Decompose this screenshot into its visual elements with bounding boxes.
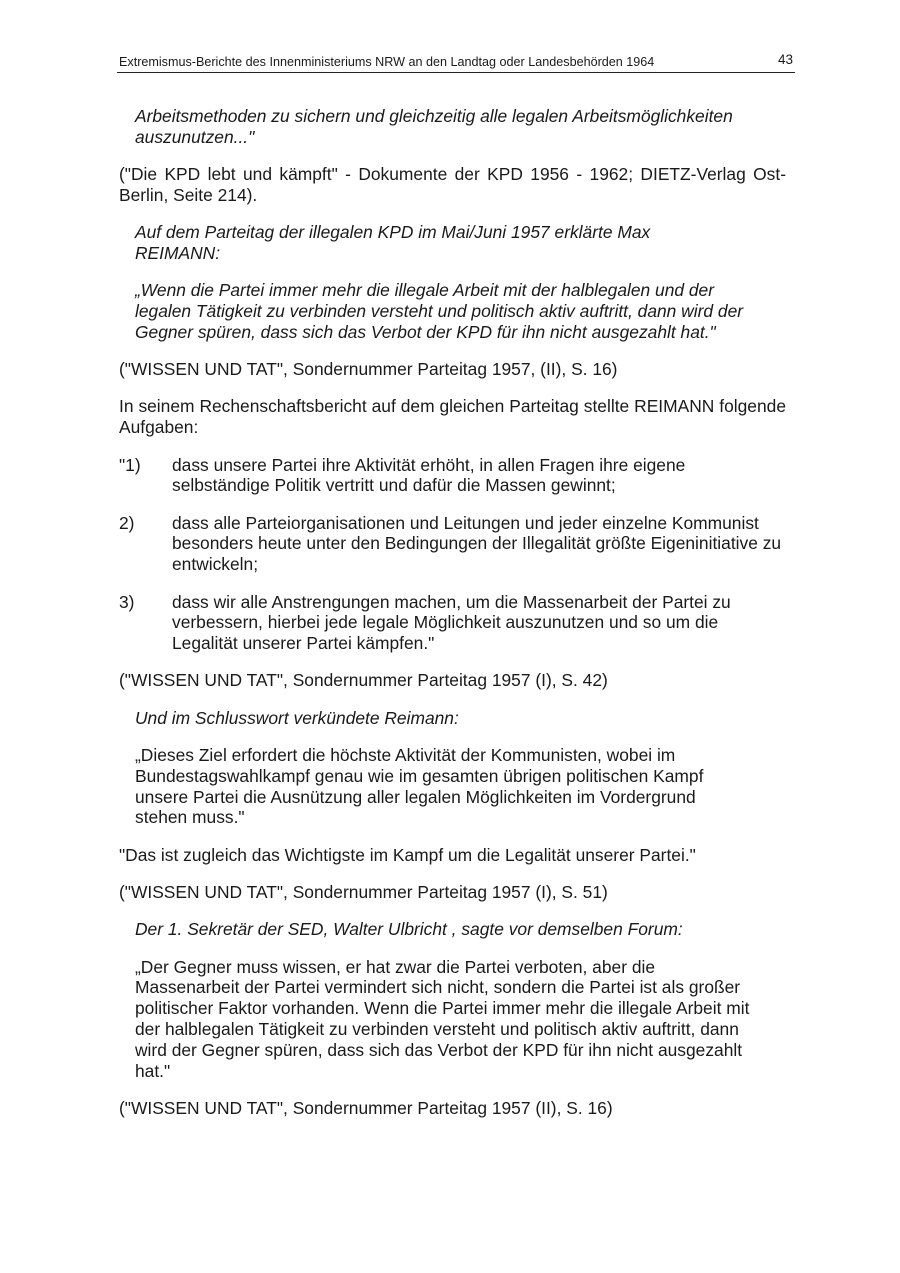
list-number: 3) bbox=[119, 591, 135, 612]
list-number: 2) bbox=[119, 512, 135, 533]
header-title: Extremismus-Berichte des Innenministeriums NRW an den Landtag oder Landesbehörden 1964 bbox=[119, 55, 655, 69]
source-citation: ("WISSEN UND TAT", Sondernummer Parteitag 1957 (I), S. 51) bbox=[119, 882, 608, 903]
list-item bbox=[119, 513, 786, 575]
paragraph-wichtigste: "Das ist zugleich das Wichtigste im Kampf um die Legalität unserer Partei." bbox=[119, 844, 696, 865]
intro-ulbricht: Der 1. Sekretär der SED, Walter Ulbricht , sagte vor demselben Forum: bbox=[135, 919, 683, 940]
list-text: dass wir alle Anstrengungen machen, um die Massenarbeit der Partei zu verbessern, hierbei jede legale Möglichkeit auszunutzen und so um die Legalität unserer Partei kämpfen." bbox=[172, 591, 731, 654]
source-citation: ("WISSEN UND TAT", Sondernummer Parteitag 1957, (II), S. 16) bbox=[119, 359, 618, 380]
intro-schlusswort: Und im Schlusswort verkündete Reimann: bbox=[135, 707, 459, 728]
source-citation: ("WISSEN UND TAT", Sondernummer Parteitag 1957 (II), S. 16) bbox=[119, 1097, 613, 1118]
list-number: "1) bbox=[119, 454, 141, 475]
page-header bbox=[117, 52, 795, 73]
intro-reimann: Auf dem Parteitag der illegalen KPD im Mai/Juni 1957 erklärte Max REIMANN: bbox=[135, 222, 651, 263]
quote-continuation: Arbeitsmethoden zu sichern und gleichzeitig alle legalen Arbeitsmöglichkeiten auszunutzen..." bbox=[135, 106, 733, 147]
list-item bbox=[119, 592, 786, 654]
paragraph-rechenschaft: In seinem Rechenschaftsbericht auf dem gleichen Parteitag stellte REIMANN folgende Aufgaben: bbox=[119, 396, 786, 438]
quote-ulbricht: „Der Gegner muss wissen, er hat zwar die Partei verboten, aber die Massenarbeit der Partei vermindert sich nicht, sondern die Partei ist als großer politischer Faktor vorhanden. Wenn die Partei immer mehr die illegale Arbeit mit der halblegalen Tätigkeit zu verbinden versteht und politisch aktiv auftritt, dann wird der Gegner spüren, dass sich das Verbot der KPD für ihn nicht ausgezahlt hat." bbox=[135, 956, 750, 1081]
list-item bbox=[119, 455, 786, 497]
page-number: 43 bbox=[777, 52, 793, 67]
list-text: dass alle Parteiorganisationen und Leitungen und jeder einzelne Kommunist besonders heute unter den Bedingungen der Illegalität größte Eigeninitiative zu entwickeln; bbox=[172, 512, 782, 575]
quote-schlusswort: „Dieses Ziel erfordert die höchste Aktivität der Kommunisten, wobei im Bundestagswahlkampf genau wie im gesamten übrigen politischen Kampf unsere Partei die Ausnützung aller legalen Möglichkeiten im Vordergrund stehen muss." bbox=[135, 745, 704, 828]
document-body bbox=[119, 106, 786, 1135]
source-citation: ("WISSEN UND TAT", Sondernummer Parteitag 1957 (I), S. 42) bbox=[119, 670, 608, 691]
list-text: dass unsere Partei ihre Aktivität erhöht, in allen Fragen ihre eigene selbständige Politik vertritt und dafür die Massen gewinnt; bbox=[172, 454, 686, 496]
source-citation: ("Die KPD lebt und kämpft" - Dokumente der KPD 1956 - 1962; DIETZ-Verlag Ost-Berlin, Seite 214). bbox=[119, 164, 786, 205]
quote-reimann: „Wenn die Partei immer mehr die illegale Arbeit mit der halblegalen und der legalen Tätigkeit zu verbinden versteht und politisch aktiv auftritt, dann wird der Gegner spüren, dass sich das Verbot der KPD für ihn nicht ausgezahlt hat." bbox=[135, 280, 744, 342]
